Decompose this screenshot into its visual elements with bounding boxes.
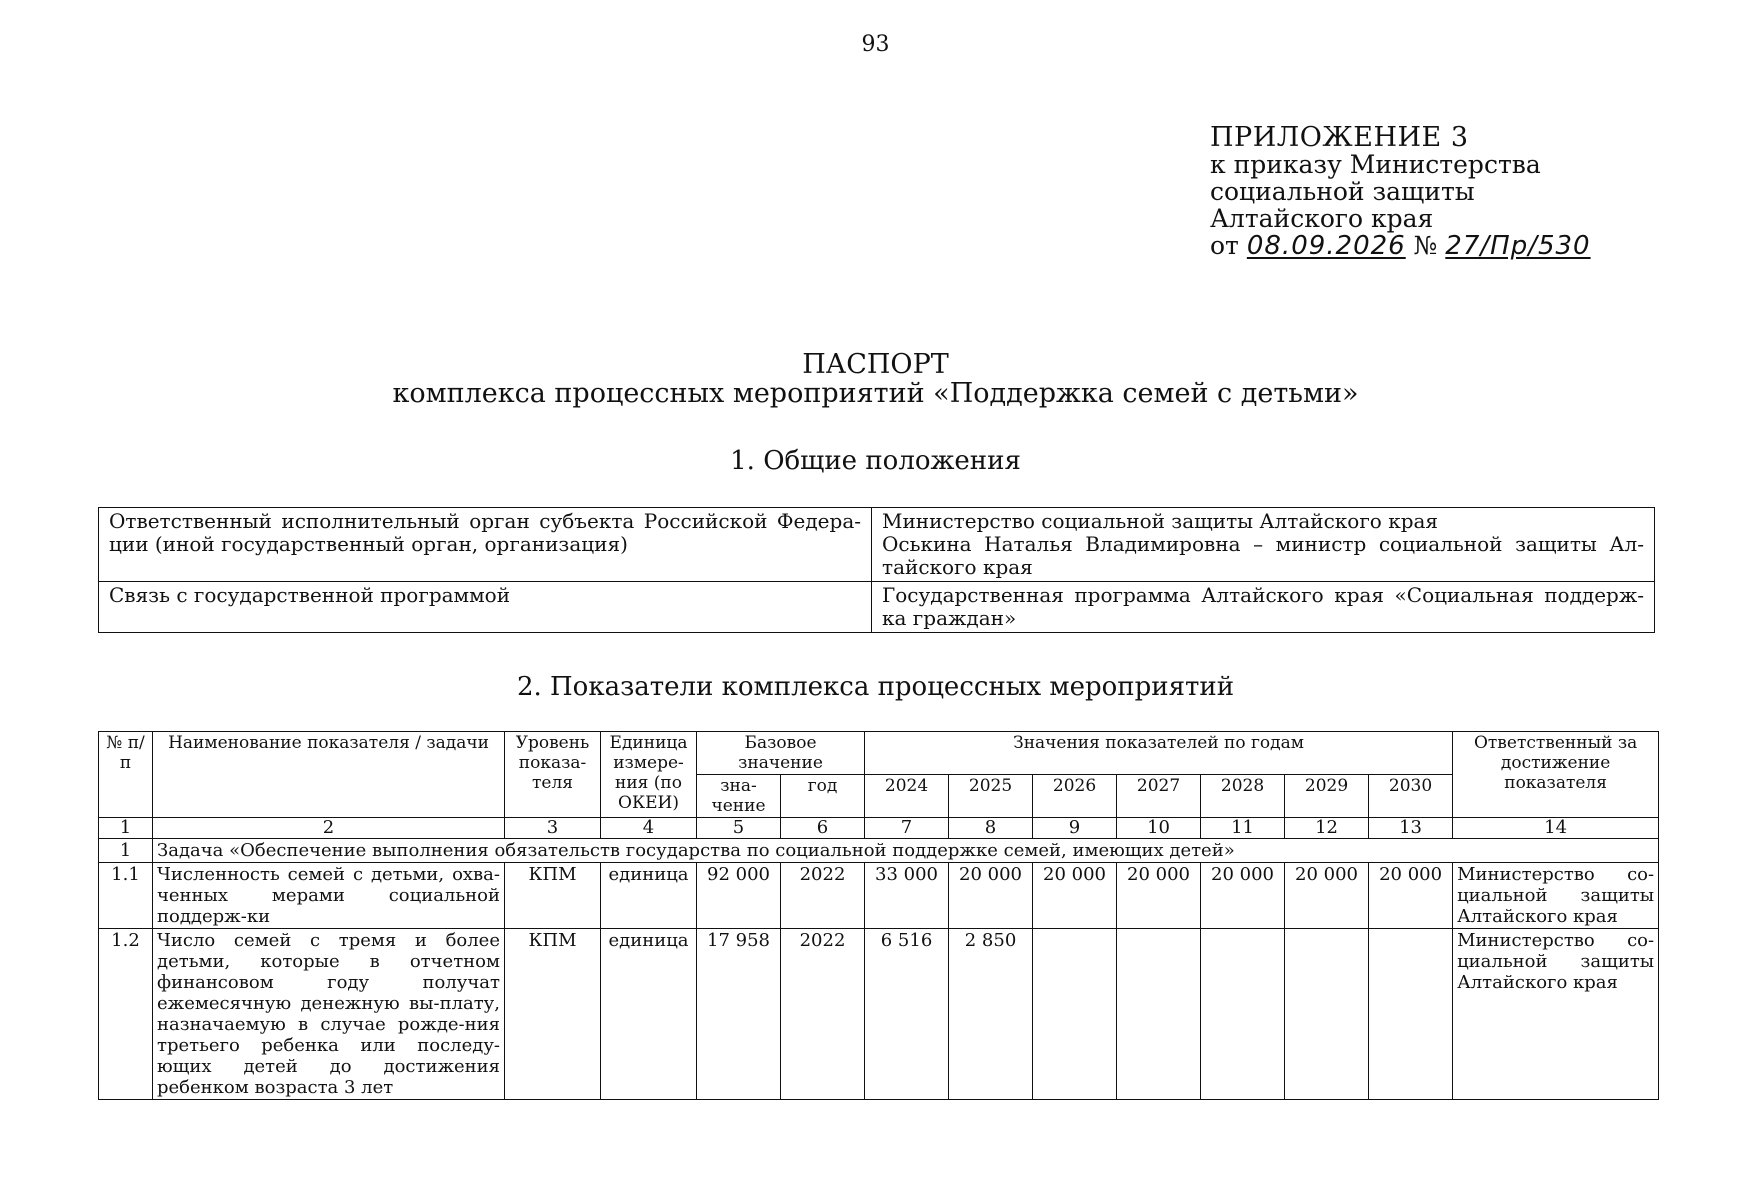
minister-name: Оськина Наталья Владимировна – министр социальной защиты Ал-тайского края: [882, 532, 1644, 579]
column-number: 4: [601, 818, 697, 839]
handwritten-number: 27/Пр/530: [1445, 231, 1591, 261]
base-value: 92 000: [697, 863, 781, 929]
task-num: 1: [99, 839, 153, 863]
responsible-body: Министерство со-циальной защиты Алтайского края: [1453, 929, 1659, 1100]
column-number: 11: [1201, 818, 1285, 839]
indicator-name: Численность семей с детьми, охва-ченных мерами социальной поддерж-ки: [153, 863, 505, 929]
column-number: 10: [1117, 818, 1201, 839]
column-number: 8: [949, 818, 1033, 839]
year-value: [1369, 929, 1453, 1100]
column-number: 1: [99, 818, 153, 839]
year-value: 6 516: [865, 929, 949, 1100]
appendix-title: ПРИЛОЖЕНИЕ 3: [1210, 122, 1469, 153]
col-years-header: Значения показателей по годам: [865, 732, 1453, 775]
col-level-header: Уровень показа-теля: [505, 732, 601, 818]
col-num-header: № п/п: [99, 732, 153, 818]
col-responsible-header: Ответственный за достижение показателя: [1453, 732, 1659, 818]
col-year-header: 2024: [865, 775, 949, 818]
table-row: [99, 929, 1659, 1100]
responsible-body-value: [872, 508, 1655, 582]
col-year-header: 2025: [949, 775, 1033, 818]
ministry-name: Министерство социальной защиты Алтайского края: [882, 509, 1439, 533]
passport-title: ПАСПОРТ: [802, 349, 949, 380]
column-number: 12: [1285, 818, 1369, 839]
section-1-heading: 1. Общие положения: [730, 446, 1021, 476]
col-year-header: 2029: [1285, 775, 1369, 818]
appendix-line-1: к приказу Министерства: [1210, 150, 1541, 179]
header-row: [99, 732, 1659, 775]
indicator-unit: единица: [601, 863, 697, 929]
year-value: 20 000: [1201, 863, 1285, 929]
year-value: [1201, 929, 1285, 1100]
program-link-label: Связь с государственной программой: [99, 582, 872, 633]
year-value: 20 000: [1033, 863, 1117, 929]
column-number: 6: [781, 818, 865, 839]
section-2-heading: 2. Показатели комплекса процессных мероприятий: [516, 672, 1235, 702]
number-prefix: №: [1413, 231, 1438, 260]
col-year-header: 2030: [1369, 775, 1453, 818]
handwritten-date: 08.09.2026: [1246, 231, 1406, 261]
year-value: [1285, 929, 1369, 1100]
column-number: 13: [1369, 818, 1453, 839]
passport-heading: [0, 350, 1751, 408]
responsible-body-label: Ответственный исполнительный орган субъекта Российской Федера-ции (иной государственный орган, организация): [99, 508, 872, 582]
indicators-table: [98, 731, 1659, 1100]
col-year-header: 2028: [1201, 775, 1285, 818]
date-prefix: от: [1210, 231, 1239, 260]
page-number: 93: [861, 32, 890, 57]
indicator-unit: единица: [601, 929, 697, 1100]
task-row: [99, 839, 1659, 863]
col-name-header: Наименование показателя / задачи: [153, 732, 505, 818]
column-number: 7: [865, 818, 949, 839]
row-num: 1.2: [99, 929, 153, 1100]
base-year: 2022: [781, 863, 865, 929]
year-value: 20 000: [1285, 863, 1369, 929]
table-row: [99, 863, 1659, 929]
col-base-header: Базовое значение: [697, 732, 865, 775]
base-value: 17 958: [697, 929, 781, 1100]
row-num: 1.1: [99, 863, 153, 929]
col-base-value-header: зна-чение: [697, 775, 781, 818]
year-value: 20 000: [1117, 863, 1201, 929]
indicator-level: КПМ: [505, 863, 601, 929]
year-value: [1117, 929, 1201, 1100]
year-value: 33 000: [865, 863, 949, 929]
col-base-year-header: год: [781, 775, 865, 818]
indicator-level: КПМ: [505, 929, 601, 1100]
appendix-block: [1210, 124, 1591, 260]
table-row: [99, 582, 1655, 633]
responsible-body: Министерство со-циальной защиты Алтайского края: [1453, 863, 1659, 929]
year-value: 20 000: [949, 863, 1033, 929]
col-year-header: 2027: [1117, 775, 1201, 818]
year-value: 2 850: [949, 929, 1033, 1100]
year-value: [1033, 929, 1117, 1100]
column-number: 14: [1453, 818, 1659, 839]
table-row: [99, 508, 1655, 582]
year-value: 20 000: [1369, 863, 1453, 929]
col-year-header: 2026: [1033, 775, 1117, 818]
column-number: 3: [505, 818, 601, 839]
column-number: 2: [153, 818, 505, 839]
appendix-line-3: Алтайского края: [1210, 204, 1434, 233]
appendix-date-line: [1210, 232, 1591, 260]
column-number: 9: [1033, 818, 1117, 839]
general-provisions-table: [98, 507, 1655, 633]
indicator-name: Число семей с тремя и более детьми, которые в отчетном финансовом году получат ежемесячную денежную вы-плату, назначаемую в случае рожде-ния третьего ребенка или последу-ющих детей до достижения ребенком возраста 3 лет: [153, 929, 505, 1100]
program-link-value: Государственная программа Алтайского края «Социальная поддерж-ка граждан»: [872, 582, 1655, 633]
base-year: 2022: [781, 929, 865, 1100]
appendix-line-2: социальной защиты: [1210, 177, 1475, 206]
column-number: 5: [697, 818, 781, 839]
passport-subtitle: комплекса процессных мероприятий «Поддержка семей с детьми»: [392, 378, 1359, 409]
task-text: Задача «Обеспечение выполнения обязательств государства по социальной поддержке семей, имеющих детей»: [153, 839, 1659, 863]
col-unit-header: Единица измере-ния (по ОКЕИ): [601, 732, 697, 818]
column-numbers-row: [99, 818, 1659, 839]
